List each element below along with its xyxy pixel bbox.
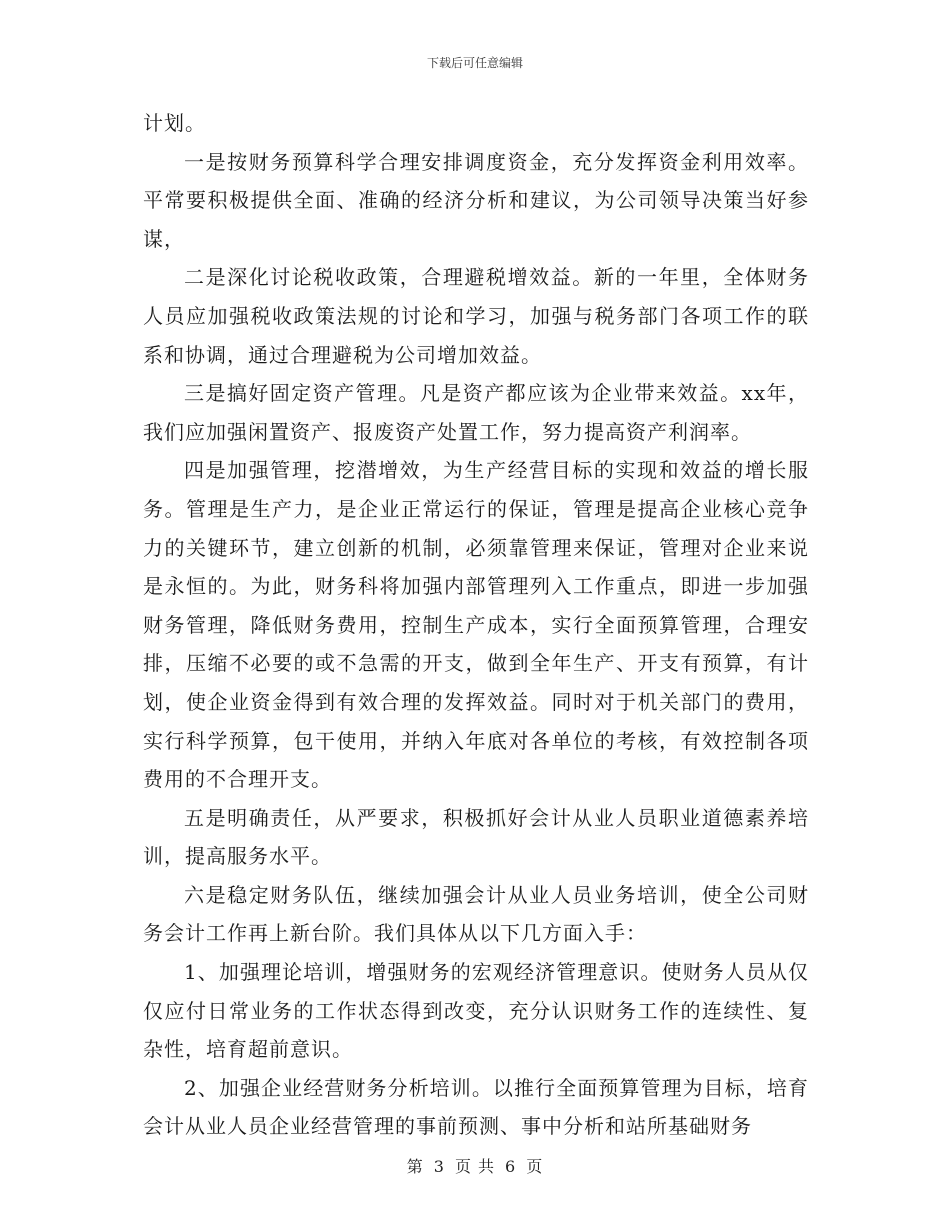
page-header: 下载后可任意编辑 — [426, 56, 523, 70]
paragraph-2: 二是深化讨论税收政策，合理避税增效益。新的一年里，全体财务人员应加强税收政策法规的讨论和学习，加强与税务部门各项工作的联系和协调，通过合理避税为公司增加效益。 — [143, 265, 809, 367]
paragraph-3: 三是搞好固定资产管理。凡是资产都应该为企业带来效益。xx年，我们应加强闲置资产、报废资产处置工作，努力提高资产利润率。 — [143, 381, 809, 444]
paragraph-7: 1、加强理论培训，增强财务的宏观经济管理意识。使财务人员从仅仅应付日常业务的工作状态得到改变，充分认识财务工作的连续性、复杂性，培育超前意识。 — [143, 960, 809, 1062]
paragraph-0: 计划。 — [143, 111, 206, 135]
footer-suffix: 页 — [526, 1157, 544, 1176]
paragraph-4: 四是加强管理，挖潜增效，为生产经营目标的实现和效益的增长服务。管理是生产力，是企业正常运行的保证，管理是提高企业核心竞争力的关键环节，建立创新的机制，必须靠管理来保证，管理对企业来说是永恒的。为此，财务科将加强内部管理列入工作重点，即进一步加强财务管理，降低财务费用，控制生产成本，实行全面预算管理，合理安排，压缩不必要的或不急需的开支，做到全年生产、开支有预算，有计划，使企业资金得到有效合理的发挥效益。同时对于机关部门的费用，实行科学预算，包干使用，并纳入年底对各单位的考核，有效控制各项费用的不合理开支。 — [143, 458, 809, 792]
total-pages: 6 — [505, 1157, 517, 1176]
paragraph-1: 一是按财务预算科学合理安排调度资金，充分发挥资金利用效率。平常要积极提供全面、准确的经济分析和建议，为公司领导决策当好参谋， — [143, 149, 809, 251]
paragraph-6: 六是稳定财务队伍，继续加强会计从业人员业务培训，使全公司财务会计工作再上新台阶。我们具体从以下几方面入手： — [143, 882, 809, 946]
footer-middle: 页 共 — [454, 1157, 496, 1176]
paragraph-8: 2、加强企业经营财务分析培训。以推行全面预算管理为目标，培育会计从业人员企业经营管理的事前预测、事中分析和站所基础财务 — [143, 1075, 809, 1139]
document-body — [143, 104, 809, 1146]
page-footer — [0, 1154, 950, 1177]
footer-prefix: 第 — [406, 1157, 424, 1176]
paragraph-5: 五是明确责任，从严要求，积极抓好会计从业人员职业道德素养培训，提高服务水平。 — [143, 805, 809, 869]
page-number: 3 — [433, 1157, 445, 1176]
